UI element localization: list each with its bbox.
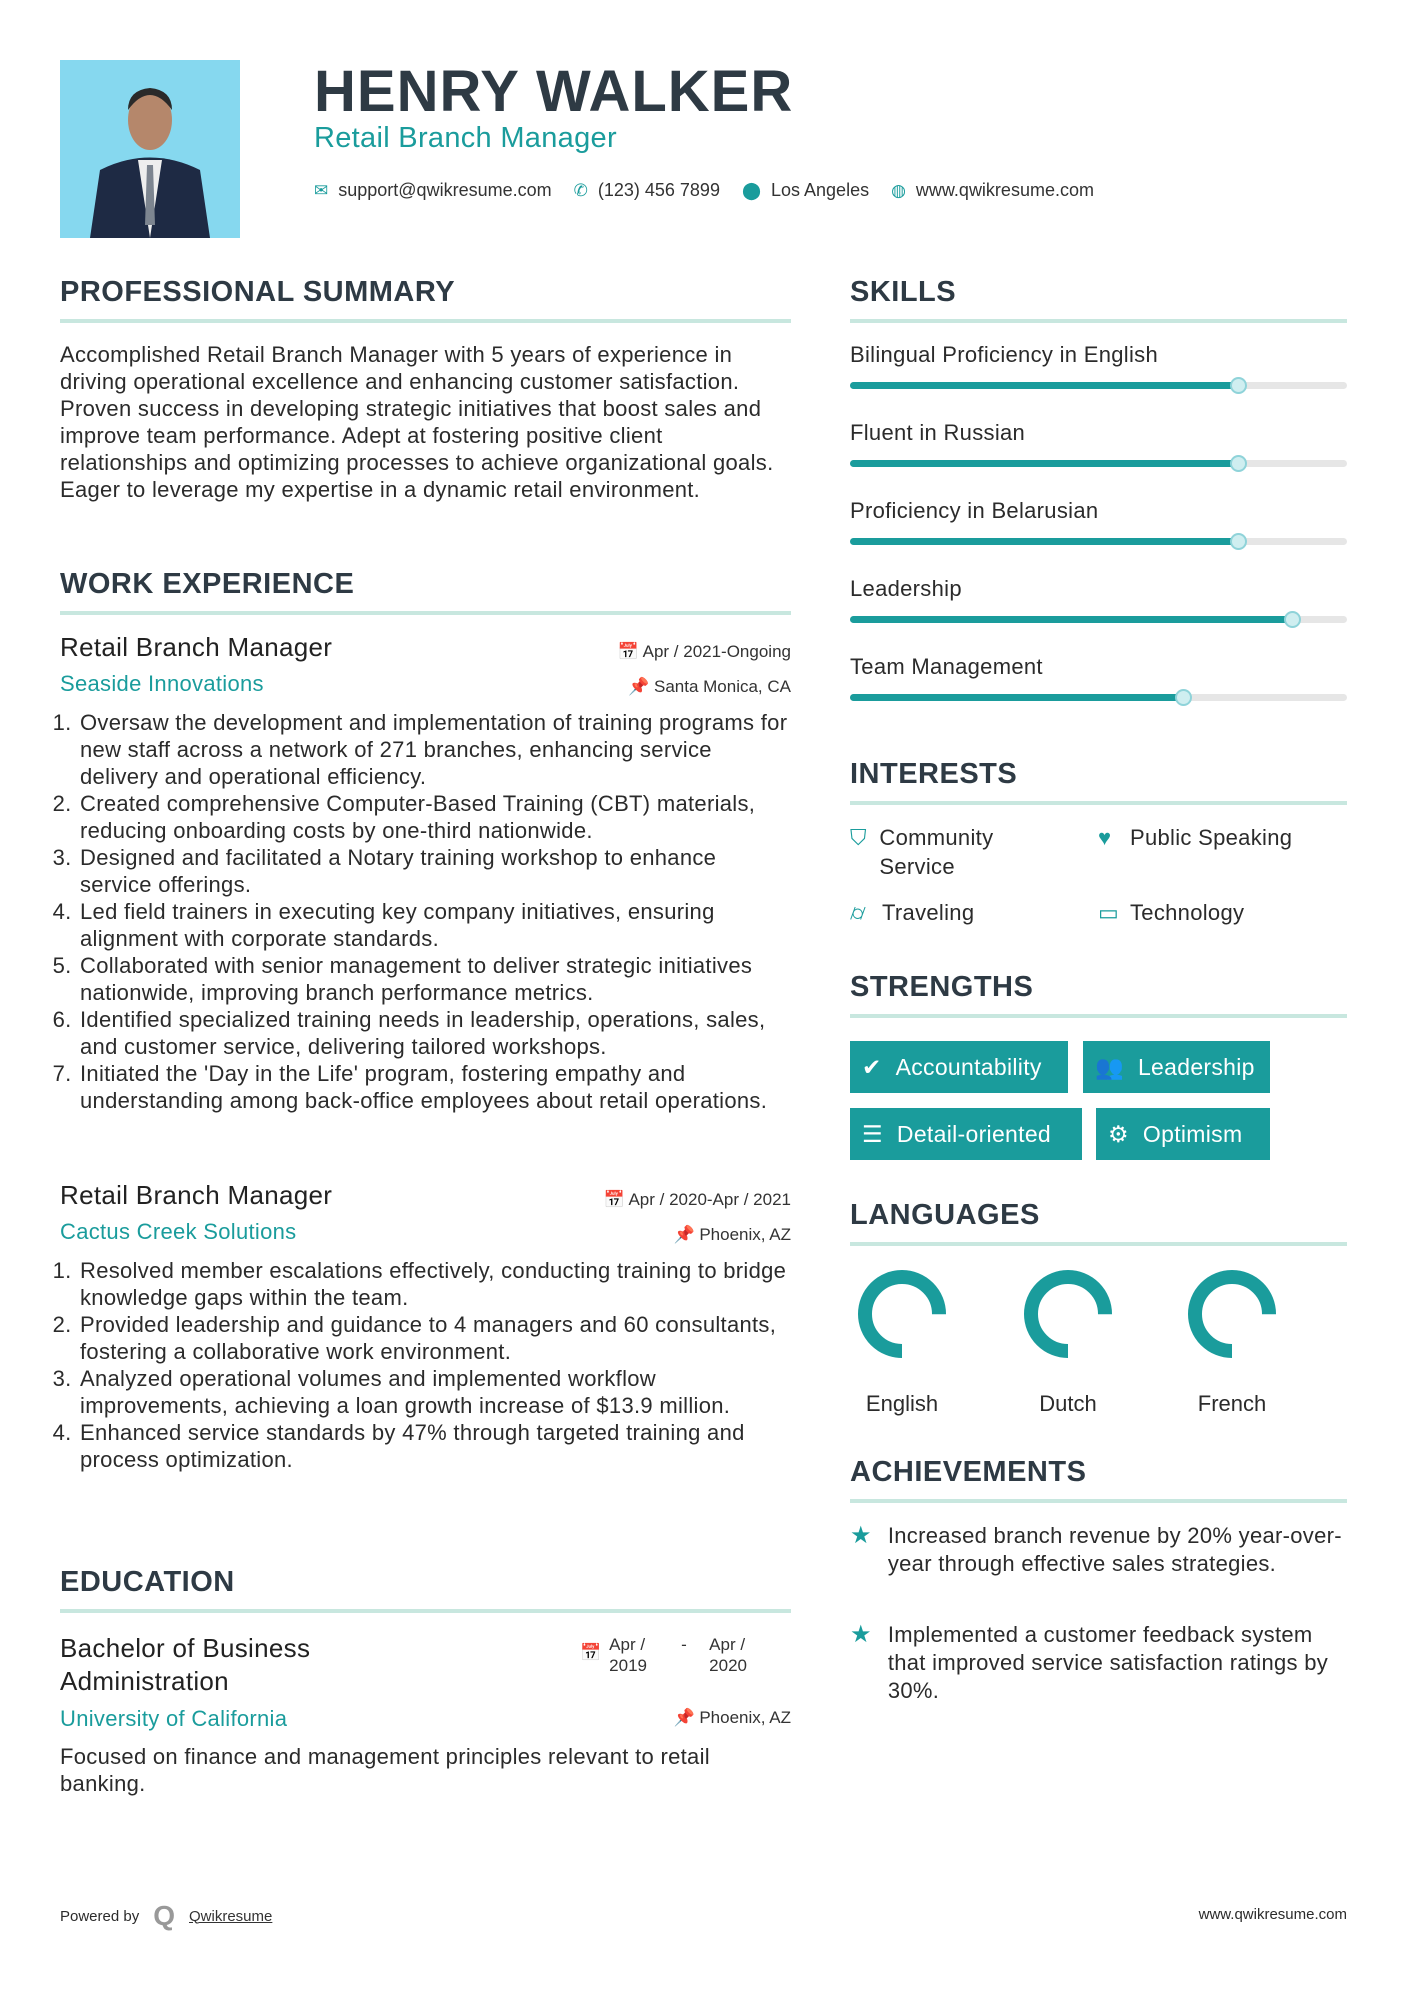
envelope-icon: ✉ xyxy=(314,180,329,200)
job-bullets xyxy=(60,709,791,1114)
skills-heading: SKILLS xyxy=(850,276,957,308)
pin-icon: 📌 xyxy=(628,677,654,696)
achievements-heading: ACHIEVEMENTS xyxy=(850,1456,1087,1488)
education-description: Focused on finance and management principles relevant to retail banking. xyxy=(60,1744,710,1796)
language-item xyxy=(1172,1268,1292,1417)
location-text: Los Angeles xyxy=(771,180,870,200)
list-item: 1. Resolved member escalations effectively, conducting training to bridge knowledge gaps within the team. xyxy=(78,1257,791,1311)
qwikresume-link[interactable]: Qwikresume xyxy=(189,1907,273,1925)
interest-item: ▭ Technology xyxy=(1098,900,1245,925)
pin-icon: 📌 xyxy=(673,1708,700,1727)
list-item: 2. Created comprehensive Computer-Based Training (CBT) materials, reducing onboarding costs by one-third nationwide. xyxy=(78,790,791,844)
calendar-icon: 📅 xyxy=(603,1190,629,1209)
section-divider xyxy=(60,611,791,615)
map-marker-icon: ⬤ xyxy=(741,180,761,200)
company-name: Seaside Innovations xyxy=(60,671,264,696)
skill-name: Bilingual Proficiency in English xyxy=(850,342,1158,367)
gear-icon: ⚙ xyxy=(1108,1120,1129,1147)
check-circle-icon: ✔ xyxy=(862,1053,882,1080)
interest-item: ♥ Public Speaking xyxy=(1098,825,1293,850)
strength-chip: ✔ Accountability xyxy=(850,1041,1068,1093)
job-title: Retail Branch Manager xyxy=(60,632,333,662)
language-name: English xyxy=(865,1391,939,1416)
list-item: 7. Initiated the 'Day in the Life' program, fostering empathy and understanding among back-office employees about retail operations. xyxy=(78,1060,791,1114)
strength-chip: 👥 Leadership xyxy=(1083,1041,1270,1093)
candidate-title: Retail Branch Manager xyxy=(314,122,617,154)
contact-row xyxy=(314,180,1106,201)
skill-item xyxy=(850,576,1347,623)
job-title: Retail Branch Manager xyxy=(60,1180,333,1210)
strengths-heading: STRENGTHS xyxy=(850,971,1034,1003)
achievement-item: ★ Increased branch revenue by 20% year-over-year through effective sales strategies. xyxy=(850,1522,1342,1576)
education-heading: EDUCATION xyxy=(60,1566,235,1598)
company-name: Cactus Creek Solutions xyxy=(60,1219,297,1244)
website-link[interactable]: www.qwikresume.com xyxy=(915,180,1094,200)
skill-knob xyxy=(1175,689,1192,706)
skill-bar xyxy=(850,538,1347,545)
list-item: 1. Oversaw the development and implementation of training programs for new staff across a network of 271 branches, enhancing service delivery and operational efficiency. xyxy=(78,709,791,790)
section-divider xyxy=(850,1242,1347,1246)
job-dates: 📅 Apr / 2021-Ongoing xyxy=(617,642,791,661)
list-item: 3. Designed and facilitated a Notary training workshop to enhance service offerings. xyxy=(78,844,791,898)
skill-item xyxy=(850,498,1347,545)
star-icon: ★ xyxy=(850,1522,872,1549)
skill-name: Proficiency in Belarusian xyxy=(850,498,1099,523)
skill-bar xyxy=(850,694,1347,701)
skill-item xyxy=(850,420,1347,467)
language-ring xyxy=(1172,1268,1292,1364)
section-divider xyxy=(60,1609,791,1613)
skill-knob xyxy=(1230,533,1247,550)
skill-name: Team Management xyxy=(850,654,1043,679)
skill-knob xyxy=(1230,377,1247,394)
list-item: 2. Provided leadership and guidance to 4 managers and 60 consultants, fostering a collaborative work environment. xyxy=(78,1311,791,1365)
section-divider xyxy=(850,1499,1347,1503)
school-name: University of California xyxy=(60,1706,288,1731)
calendar-icon: 📅 xyxy=(580,1643,602,1662)
list-icon: ☰ xyxy=(862,1120,883,1147)
job-location: 📌 Santa Monica, CA xyxy=(628,677,791,696)
language-ring xyxy=(842,1268,962,1364)
binoculars-icon: ⌭ xyxy=(850,900,867,925)
phone-text: (123) 456 7899 xyxy=(597,180,720,200)
skill-bar-fill xyxy=(850,616,1292,623)
experience-heading: WORK EXPERIENCE xyxy=(60,568,355,600)
interest-item: ⌭ Traveling xyxy=(850,900,975,925)
pin-icon: 📌 xyxy=(673,1225,700,1244)
list-item: 6. Identified specialized training needs in leadership, operations, sales, and customer service, delivering tailored workshops. xyxy=(78,1006,791,1060)
skill-bar xyxy=(850,616,1347,623)
list-item: 3. Analyzed operational volumes and implemented workflow improvements, achieving a loan growth increase of $13.9 million. xyxy=(78,1365,791,1419)
job-dates: 📅 Apr / 2020-Apr / 2021 xyxy=(603,1190,791,1209)
section-divider xyxy=(850,801,1347,805)
list-item: 4. Enhanced service standards by 47% through targeted training and process optimization. xyxy=(78,1419,791,1473)
education-location: 📌 Phoenix, AZ xyxy=(673,1708,791,1727)
summary-heading: PROFESSIONAL SUMMARY xyxy=(60,276,456,308)
skill-knob xyxy=(1230,455,1247,472)
candidate-name: HENRY WALKER xyxy=(314,59,794,124)
language-item xyxy=(1008,1268,1128,1417)
email-link[interactable]: support@qwikresume.com xyxy=(338,180,552,200)
languages-list xyxy=(842,1268,1342,1428)
powered-by-text: Powered by xyxy=(60,1907,140,1925)
section-divider xyxy=(60,319,791,323)
calendar-icon: 📅 xyxy=(617,642,643,661)
job-location: 📌 Phoenix, AZ xyxy=(673,1225,791,1244)
interests-heading: INTERESTS xyxy=(850,758,1018,790)
star-icon: ★ xyxy=(850,1621,872,1648)
languages-heading: LANGUAGES xyxy=(850,1199,1040,1231)
language-name: Dutch xyxy=(1039,1391,1097,1416)
job-bullets xyxy=(60,1257,791,1473)
skill-item xyxy=(850,654,1347,701)
language-item xyxy=(842,1268,962,1417)
skill-bar-fill xyxy=(850,382,1238,389)
skill-bar xyxy=(850,382,1347,389)
language-name: French xyxy=(1197,1391,1267,1416)
skill-item xyxy=(850,342,1347,389)
globe-icon: ◍ xyxy=(891,180,906,200)
list-item: 5. Collaborated with senior management to deliver strategic initiatives nationwide, improving branch performance metrics. xyxy=(78,952,791,1006)
skill-bar xyxy=(850,460,1347,467)
job-entry xyxy=(60,1180,791,1473)
shield-icon: ⛉ xyxy=(850,825,867,850)
qwikresume-logo-icon: Q xyxy=(153,1900,175,1931)
list-item: 4. Led field trainers in executing key company initiatives, ensuring alignment with corporate standards. xyxy=(78,898,791,952)
job-entry xyxy=(60,632,791,1114)
interest-item: ⛉ Community Service xyxy=(850,825,994,879)
profile-photo xyxy=(60,60,240,238)
laptop-icon: ▭ xyxy=(1098,900,1120,925)
skill-knob xyxy=(1284,611,1301,628)
users-icon: 👥 xyxy=(1095,1053,1124,1080)
education-dates: 📅 Apr / 2019 - Apr / 2020 xyxy=(580,1635,747,1675)
language-ring xyxy=(1008,1268,1128,1364)
section-divider xyxy=(850,319,1347,323)
skill-name: Leadership xyxy=(850,576,962,601)
section-divider xyxy=(850,1014,1347,1018)
summary-text: Accomplished Retail Branch Manager with 5 years of experience in driving operational excellence and enhancing customer satisfaction. Proven success in developing strategic initiatives that boost sales and improve team performance. Adept at fostering positive client relationships and optimizing processes to achieve organizational goals. Eager to leverage my expertise in a dynamic retail environment. xyxy=(60,342,774,502)
footer-powered xyxy=(60,1900,272,1932)
heartbeat-icon: ♥ xyxy=(1098,825,1112,850)
skill-name: Fluent in Russian xyxy=(850,420,1026,445)
strength-chip: ☰ Detail-oriented xyxy=(850,1108,1082,1160)
skill-bar-fill xyxy=(850,694,1183,701)
achievement-item: ★ Implemented a customer feedback system that improved service satisfaction ratings by 30%. xyxy=(850,1621,1329,1703)
skill-bar-fill xyxy=(850,538,1238,545)
strength-chip: ⚙ Optimism xyxy=(1096,1108,1270,1160)
phone-icon: ✆ xyxy=(573,180,588,200)
skill-bar-fill xyxy=(850,460,1238,467)
degree: Bachelor of Business Administration xyxy=(60,1633,311,1696)
footer-website[interactable]: www.qwikresume.com xyxy=(1198,1906,1347,1923)
